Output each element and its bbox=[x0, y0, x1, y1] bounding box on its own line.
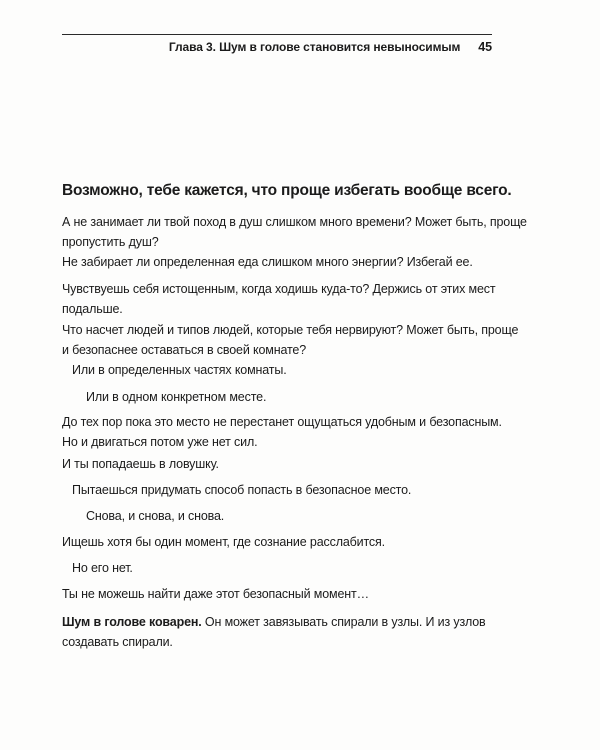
paragraph-places bbox=[62, 279, 496, 319]
paragraph-line: Но его нет. bbox=[72, 561, 133, 575]
paragraph-line: Ты не можешь найти даже этот безопасный момент… bbox=[62, 587, 369, 601]
paragraph-people bbox=[62, 320, 519, 360]
paragraph-room-parts bbox=[62, 360, 502, 380]
paragraph-line: пропустить душ? bbox=[62, 235, 159, 249]
paragraph-line: Снова, и снова, и снова. bbox=[86, 509, 225, 523]
paragraph-line: Пытаешься придумать способ попасть в безопасное место. bbox=[72, 483, 412, 497]
paragraph-search bbox=[62, 532, 492, 552]
paragraph-none bbox=[62, 558, 502, 578]
paragraph-line: Что насчет людей и типов людей, которые тебя нервируют? Может быть, проще bbox=[62, 323, 519, 337]
running-head bbox=[62, 40, 492, 60]
bold-lead-text: Шум в голове коварен. bbox=[62, 615, 202, 629]
paragraph-line: Ищешь хотя бы один момент, где сознание расслабится. bbox=[62, 535, 385, 549]
paragraph-line: создавать спирали. bbox=[62, 635, 173, 649]
running-title: Глава 3. Шум в голове становится невыносимым bbox=[168, 40, 461, 54]
paragraph-line: И ты попадаешь в ловушку. bbox=[62, 457, 219, 471]
paragraph-until bbox=[62, 412, 502, 452]
header-rule bbox=[62, 34, 492, 35]
paragraph-again bbox=[62, 506, 516, 526]
paragraph-try bbox=[62, 480, 502, 500]
final-rest-text: Он может завязывать спирали в узлы. И из узлов bbox=[201, 615, 486, 629]
paragraph-line: До тех пор пока это место не перестанет ощущаться удобным и безопасным. bbox=[62, 415, 502, 429]
paragraph-one-place bbox=[62, 387, 516, 407]
paragraph-cannot-find bbox=[62, 584, 492, 604]
paragraph-trap bbox=[62, 454, 492, 474]
paragraph-line: Не забирает ли определенная еда слишком много энергии? Избегай ее. bbox=[62, 255, 473, 269]
page-number: 45 bbox=[478, 40, 492, 54]
paragraph-line bbox=[62, 612, 492, 632]
section-heading: Возможно, тебе кажется, что проще избегать вообще всего. bbox=[62, 182, 512, 199]
paragraph-line: А не занимает ли твой поход в душ слишком много времени? Может быть, проще bbox=[62, 215, 527, 229]
paragraph-line: Или в определенных частях комнаты. bbox=[72, 363, 287, 377]
paragraph-line: Но и двигаться потом уже нет сил. bbox=[62, 435, 258, 449]
paragraph-line: Или в одном конкретном месте. bbox=[86, 390, 267, 404]
paragraph-shower bbox=[62, 212, 527, 252]
paragraph-line: подальше. bbox=[62, 302, 123, 316]
paragraph-line: Чувствуешь себя истощенным, когда ходишь куда-то? Держись от этих мест bbox=[62, 282, 496, 296]
paragraph-final bbox=[62, 612, 492, 652]
paragraph-line: и безопаснее оставаться в своей комнате? bbox=[62, 343, 307, 357]
paragraph-food bbox=[62, 252, 492, 272]
